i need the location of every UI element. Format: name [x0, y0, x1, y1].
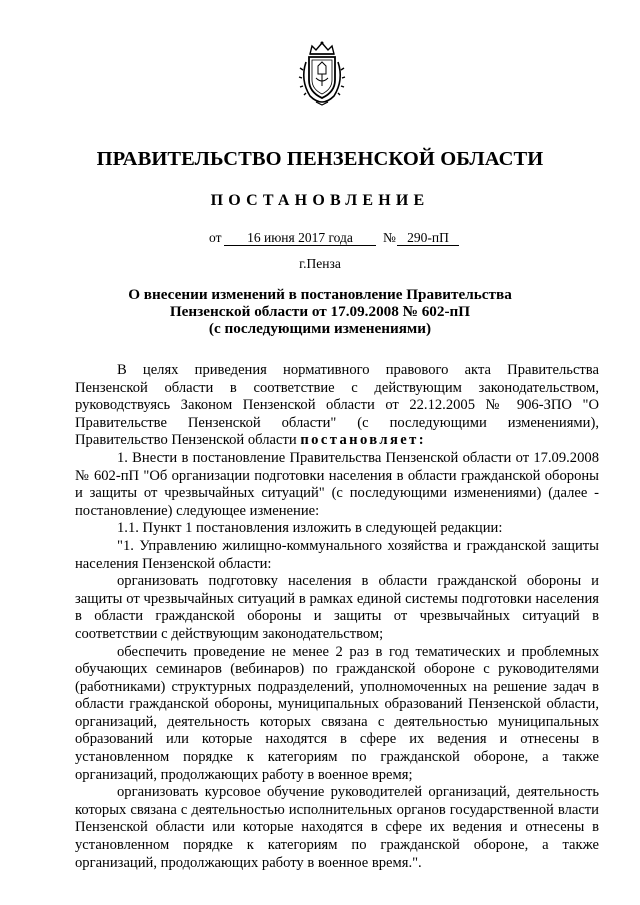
- subject-line-2: Пензенской области от 17.09.2008 № 602-пП: [169, 303, 471, 320]
- quoted-paragraph-3: обеспечить проведение не менее 2 раз в год тематических и проблемных обучающих семинаров (вебинаров) по гражданской обороне с руководителями (работниками) структурных подразделений, уполномоченных на решение задач в области гражданской обороны, муниципальных образований Пензенской области, организаций, деятельность которых связана с деятельностью муниципальных образований или которые находятся в сфере их ведения и отнесены в установленном порядке к категориям по гражданской обороне, а также организаций, продолжающих работу в военное время;: [75, 643, 599, 783]
- preamble-paragraph: [75, 362, 599, 450]
- document-subject: [120, 286, 520, 337]
- document-body: [75, 362, 599, 872]
- subject-line-3: (с последующими изменениями): [208, 320, 432, 337]
- coat-of-arms-emblem: [296, 40, 348, 106]
- paragraph-1-1: 1.1. Пункт 1 постановления изложить в следующей редакции:: [117, 520, 503, 537]
- decrees-word: постановляет:: [300, 432, 426, 449]
- city-name: г.Пенза: [299, 256, 341, 271]
- number-label: №: [383, 230, 396, 245]
- quoted-paragraph-4: организовать курсовое обучение руководителей организаций, деятельность которых связана с деятельностью исполнительных органов государственной власти Пензенской области или которые находятся в сфере их ведения и отнесены в установленном порядке к категориям по гражданской обороне, а также организаций, продолжающих работу в военное время.".: [75, 784, 599, 871]
- subject-line-1: О внесении изменений в постановление Правительства: [128, 286, 512, 303]
- government-title: ПРАВИТЕЛЬСТВО ПЕНЗЕНСКОЙ ОБЛАСТИ: [96, 148, 544, 170]
- document-type-title: ПОСТАНОВЛЕНИЕ: [210, 192, 430, 209]
- preamble-text: В целях приведения нормативного правового акта Правительства Пензенской области в соответствие с действующим законодательством, руководствуясь Законом Пензенской области от 22.12.2005 № 906-ЗПО "О Правительстве Пензенской области" (с последующими изменениями), Правительство Пензенской области: [75, 362, 599, 449]
- decree-date: 16 июня 2017 года: [224, 230, 376, 246]
- decree-number: 290-пП: [397, 230, 459, 246]
- from-label: от: [209, 230, 222, 245]
- quoted-paragraph-2: организовать подготовку населения в области гражданской обороны и защиты от чрезвычайных ситуаций в рамках единой системы подготовки населения в области гражданской обороны и защиты от чрезвычайных ситуаций в соответствии с действующим законодательством;: [75, 573, 599, 642]
- quoted-paragraph-1: "1. Управлению жилищно-коммунального хозяйства и гражданской защиты населения Пензенской области:: [75, 537, 599, 572]
- paragraph-1: 1. Внести в постановление Правительства Пензенской области от 17.09.2008 № 602-пП "Об организации подготовки населения в области гражданской обороны и защиты от чрезвычайных ситуаций" (с последующими изменениями) (далее - постановление) следующее изменение:: [75, 449, 599, 519]
